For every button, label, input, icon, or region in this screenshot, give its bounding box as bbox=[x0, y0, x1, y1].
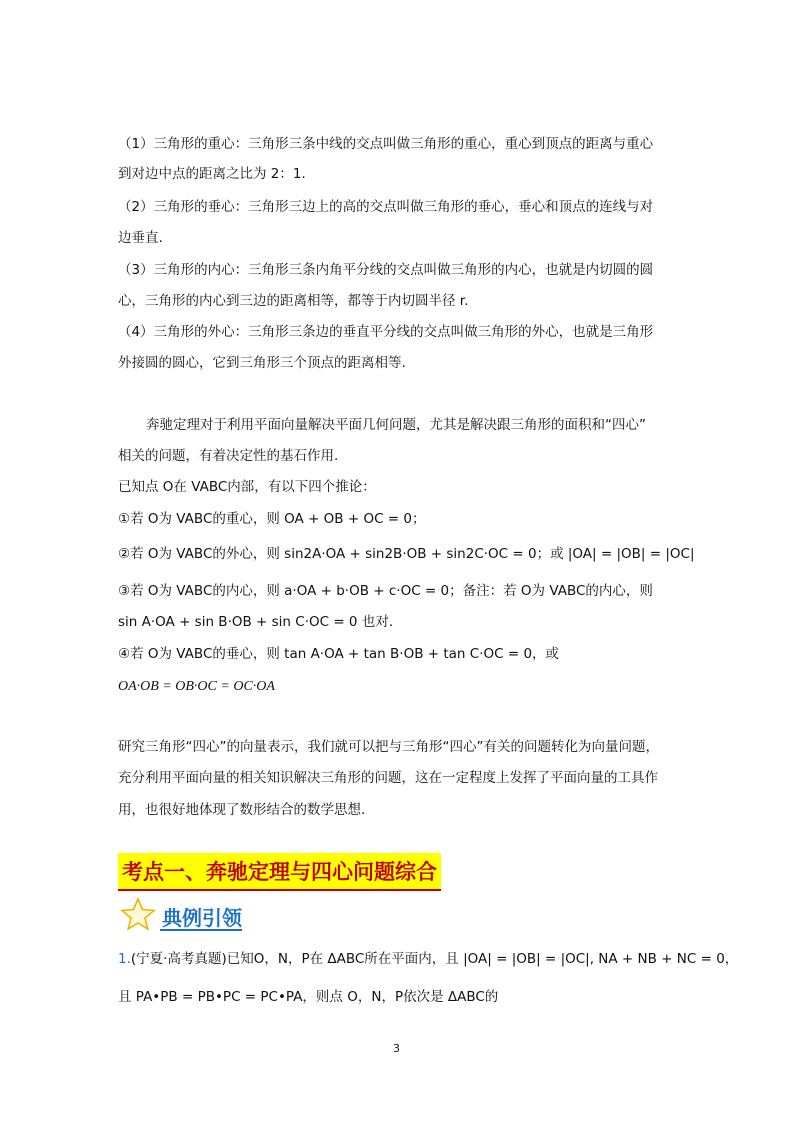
problem-number: 1. bbox=[118, 951, 131, 967]
text-line: 边垂直. bbox=[118, 230, 163, 246]
text-line: 研究三角形“四心”的向量表示，我们就可以把与三角形“四心”有关的问题转化为向量问题， bbox=[118, 739, 659, 755]
problem-text: (宁夏·高考真题)已知O，N，P在 ΔABC所在平面内，且 |OA| = |OB| = |OC|, NA + NB + NC = 0， bbox=[130, 951, 739, 967]
section-title: 考点一、奔驰定理与四心问题综合 bbox=[122, 860, 437, 884]
inference-incenter: ③若 O为 VABC的内心，则 a·OA + b·OB + c·OC = 0；备注：若 O为 VABC的内心，则 bbox=[118, 583, 653, 599]
example-underline bbox=[160, 929, 242, 931]
problem-line-2: 且 PA•PB = PB•PC = PC•PA，则点 O，N，P依次是 ΔABC的 bbox=[118, 989, 499, 1005]
inference-centroid: ①若 O为 VABC的重心，则 OA + OB + OC = 0； bbox=[118, 511, 426, 527]
star-outline-icon bbox=[120, 897, 156, 935]
inference-circumcenter: ②若 O为 VABC的外心，则 sin2A·OA + sin2B·OB + sin2C·OC = 0；或 |OA| = |OB| = |OC| bbox=[118, 546, 695, 562]
text-line: 外接圆的圆心，它到三角形三个顶点的距离相等. bbox=[118, 355, 406, 371]
text-line: 已知点 O在 VABC内部，有以下四个推论： bbox=[118, 479, 376, 495]
inference-orthocenter: ④若 O为 VABC的垂心，则 tan A·OA + tan B·OB + tan C·OC = 0，或 bbox=[118, 646, 560, 662]
text-line: 心，三角形的内心到三边的距离相等，都等于内切圆半径 r. bbox=[118, 293, 469, 309]
problem-line-1 bbox=[118, 950, 738, 968]
text-line: 用，也很好地体现了数形结合的数学思想. bbox=[118, 802, 366, 818]
text-line: 奔驰定理对于利用平面向量解决平面几何问题，尤其是解决跟三角形的面积和“四心” bbox=[146, 417, 646, 433]
inference-incenter-note: sin A·OA + sin B·OB + sin C·OC = 0 也对. bbox=[118, 614, 394, 630]
text-line: （4）三角形的外心：三角形三条边的垂直平分线的交点叫做三角形的外心，也就是三角形 bbox=[118, 324, 654, 340]
text-line: （2）三角形的垂心：三角形三边上的高的交点叫做三角形的垂心，垂心和顶点的连线与对 bbox=[118, 199, 654, 215]
page-number: 3 bbox=[393, 1042, 400, 1055]
text-line: 到对边中点的距离之比为 2：1. bbox=[118, 166, 306, 182]
text-line: （3）三角形的内心：三角形三条内角平分线的交点叫做三角形的内心，也就是内切圆的圆 bbox=[118, 262, 654, 278]
text-line: 充分利用平面向量的相关知识解决三角形的问题，这在一定程度上发挥了平面向量的工具作 bbox=[118, 770, 658, 786]
example-label: 典例引领 bbox=[162, 905, 242, 930]
text-line: （1）三角形的重心：三角形三条中线的交点叫做三角形的重心，重心到顶点的距离与重心 bbox=[118, 136, 654, 152]
text-line: 相关的问题，有着决定性的基石作用. bbox=[118, 448, 339, 464]
inference-orthocenter-formula: OA·OB = OB·OC = OC·OA bbox=[118, 679, 275, 694]
section-title-band bbox=[118, 853, 441, 891]
